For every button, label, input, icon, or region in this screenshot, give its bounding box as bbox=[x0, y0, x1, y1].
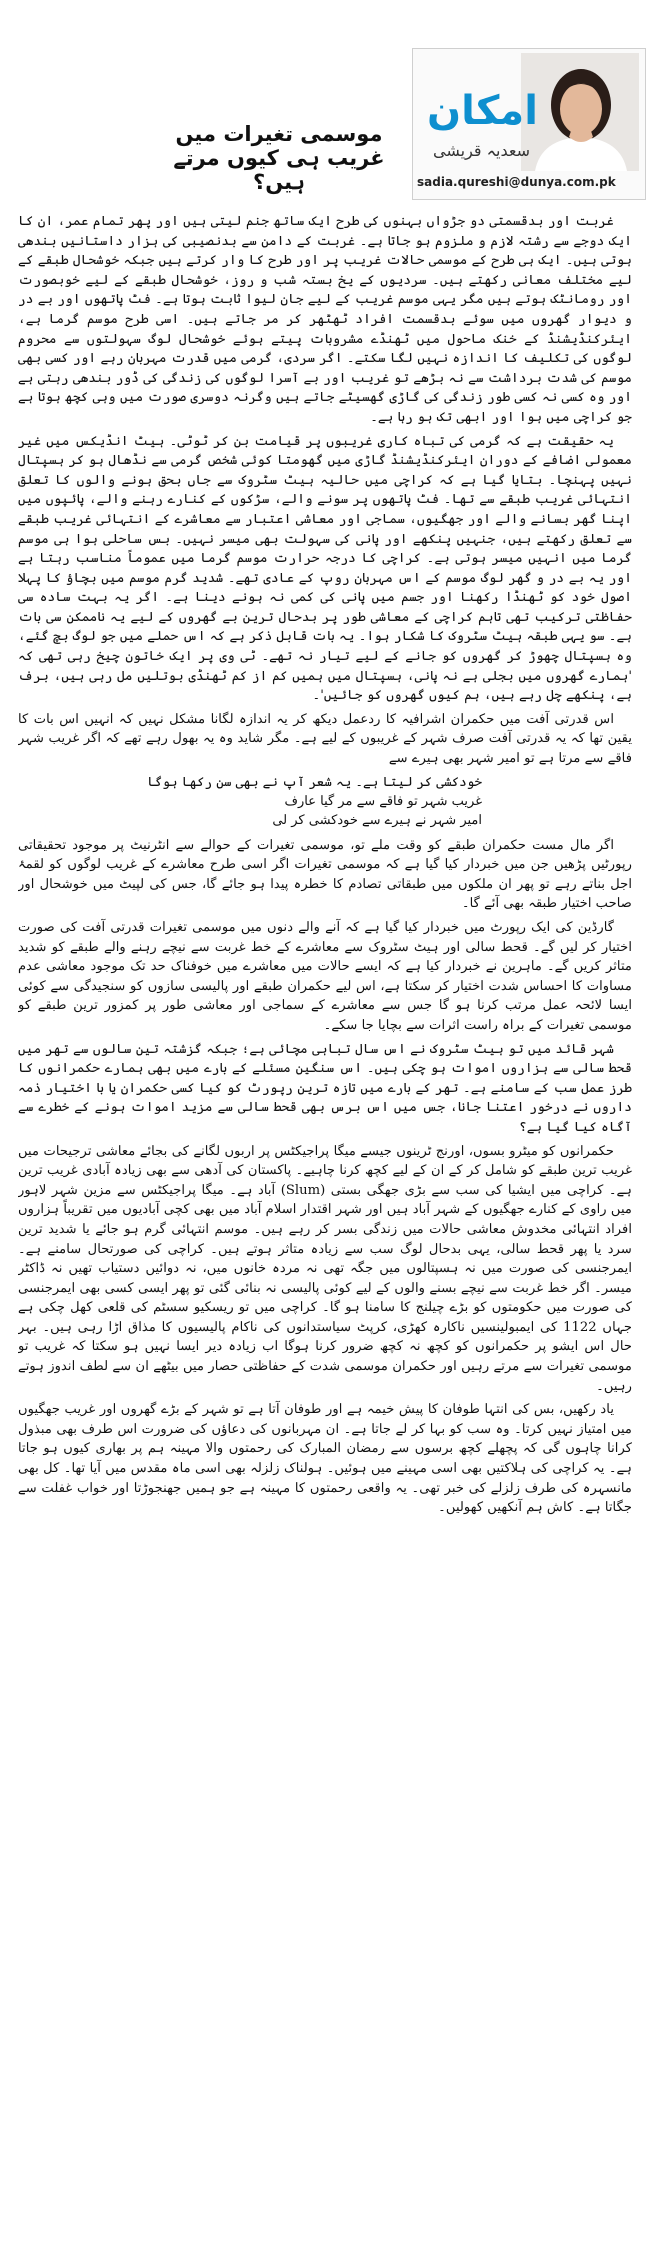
poem-line: امیر شہر نے ہیرے سے خودکشی کر لی bbox=[272, 812, 482, 828]
columnist-logo-block bbox=[412, 48, 646, 200]
author-email[interactable]: sadia.qureshi@dunya.com.pk bbox=[417, 175, 616, 189]
poem-line: غریب شہر تو فاقے سے مر گیا عارف bbox=[284, 793, 482, 809]
article-paragraph: شہر قائد میں تو ہیٹ سٹروک نے اس سال تباہی مچائی ہے؛ جبکہ گزشتہ تین سالوں سے تھر میں قحط سالی سے ہزاروں اموات ہو چکی ہیں۔ اس سنگین مسئلے کے بارے میں بھی ہمارے حکمرانوں کا طرز عمل سب کے سامنے ہے۔ تھر کے بارے میں تازہ ترین رپورٹ کو کیا کسی حکمران یا با اختیار ذمہ داروں نے درخور اعتنا جانا، جس میں اس برس بھی قحط سالی سے مزید اموات ہونے کے خطرے سے آگاہ کیا گیا ہے؟ bbox=[18, 1041, 632, 1135]
article-paragraph: گارڈین کی ایک رپورٹ میں خبردار کیا گیا ہے کہ آنے والے دنوں میں موسمی تغیرات قدرتی آفت کی صورت اختیار کر لیں گے۔ قحط سالی اور ہیٹ سٹروک سے معاشرے کے خط غربت سے نیچے رہنے والے طبقے کو شدید متاثر کریں گے۔ ماہرین نے خبردار کیا ہے کہ ایسے حالات میں معاشرے میں خوفناک حد تک موجود معاشی عدم مساوات کا احساس شدت اختیار کر سکتا ہے، اس لیے حکمران طبقے اور پالیسی سازوں کو سنجیدگی سے کوئی ایسا لائحہ عمل مرتب کرنا ہو گا جس سے معاشرے کے سماجی اور معاشی طور پر کمزور ترین طبقے کو موسمی تغیرات کے براہ راست اثرات سے بچایا جا سکے۔ bbox=[18, 920, 632, 1033]
article-paragraph: اس قدرتی آفت میں حکمران اشرافیہ کا ردعمل دیکھ کر یہ اندازہ لگانا مشکل نہیں کہ انہیں اس بات کا یقین تھا کہ یہ قدرتی آفت صرف شہر کے غریبوں کے لیے ہے۔ مگر شاید وہ یہ بھول رہے تھے کہ اگر غریب شہر فاقے سے مرتا ہے تو امیر شہر بھی ہیرے سے bbox=[18, 711, 632, 767]
poem-couplet bbox=[18, 773, 482, 830]
column-header bbox=[0, 0, 650, 200]
poem-line: خودکشی کر لیتا ہے۔ یہ شعر آپ نے بھی سن رکھا ہوگا bbox=[147, 774, 482, 790]
column-brand-logo: امکان bbox=[427, 88, 538, 134]
author-signature: سعدیہ قریشی bbox=[433, 141, 530, 160]
article-body bbox=[18, 212, 632, 2242]
article-paragraph: حکمرانوں کو میٹرو بسوں، اورنج ٹرینوں جیسے میگا پراجیکٹس پر اربوں لگانے کی بجائے معاشی ترجیحات میں غریب ترین طبقے کو شامل کر کے ان کے لیے کچھ کرنا چاہیے۔ پاکستان کی آدھی سے بھی زیادہ آبادی غریب ترین ہے۔ کراچی میں ایشیا کی سب سے بڑی جھگی بستی (Slum) آباد ہے۔ میگا پراجیکٹس سے مزین شہر لاہور میں راوی کے کنارے جھگیوں کے شہر آباد ہیں اور شہر اقتدار اسلام آباد میں بھی کچی آبادیوں میں تقریباً ہزاروں افراد انتہائی مخدوش معاشی حالات میں زندگی بسر کر رہے ہیں۔ موسم انتہائی گرم ہو جائے یا شدید ترین سرد یا پھر قحط سالی، یہی بدحال لوگ سب سے زیادہ متاثر ہوتے ہیں۔ کراچی کی صورتحال سامنے ہے۔ ایمرجنسی کی صورت میں نہ ہسپتالوں میں جگہ تھی نہ مردہ خانوں میں، نہ دوائیں دستیاب تھیں نہ ڈاکٹر میسر۔ اگر خط غربت سے نیچے بسنے والوں کے لیے کوئی پالیسی نہ بنائی گئی تو پھر ایسی کسی بھی ایمرجنسی کی صورت میں حکومتوں کو بڑے چیلنج کا سامنا ہو گا۔ کراچی میں تو ریسکیو سسٹم کی قلعی کھل چکی ہے جہاں 1122 کی ایمبولینسیں ناکارہ کھڑی، کرپٹ سیاستدانوں کی ناکام پالیسیوں کا مذاق اڑا رہی ہیں۔ بہر حال اس ایشو پر حکمرانوں کو کچھ نہ کچھ ضرور کرنا ہوگا اب زیادہ دیر ایسا نہیں ہو سکتا کہ غریب تو موسمی تغیرات سے مرتے رہیں اور حکمران موسمی شدت کے حفاظتی حصار میں بیٹھے ان سے لطف اندوز ہوتے رہیں۔ bbox=[18, 1143, 632, 1394]
column-title: موسمی تغیرات میں غریب ہی کیوں مرتے ہیں؟ bbox=[173, 122, 385, 194]
columnist-portrait bbox=[521, 53, 639, 171]
article-paragraph: یاد رکھیں، بس کی انتہا طوفان کا پیش خیمہ ہے اور طوفان آتا ہے تو شہر کے بڑے گھروں اور غریب جھگیوں میں امتیاز نہیں کرتا۔ وہ سب کو بہا کر لے جاتا ہے۔ ان مہربانوں کی دعاؤں کی ضرورت اس طرف بھی مبذول کرانا چاہوں گی کہ پچھلے کچھ برسوں سے رمضان المبارک کی رحمتوں والا مہینہ ہم پر بھاری کیوں ہو جاتا ہے۔ یہ کراچی کی ہلاکتیں بھی اسی مہینے میں ہوئیں۔ ہولناک زلزلہ بھی اسی ماہ مقدس میں آیا تھا۔ کل بھی مانسہرہ کی طرف زلزلے کی خبر تھی۔ یہ واقعی رحمتوں کا مہینہ ہے جو ہمیں جھنجوڑتا اور خواب غفلت سے جگاتا ہے۔ کاش ہم آنکھیں کھولیں۔ bbox=[18, 1402, 632, 1516]
article-paragraph: یہ حقیقت ہے کہ گرمی کی تباہ کاری غریبوں پر قیامت بن کر ٹوٹی۔ ہیٹ انڈیکس میں غیر معمولی اضافے کے دوران ایئرکنڈیشنڈ گاڑی میں گھومتا کوئی شخص گرمی سے نڈھال ہو کر ہسپتال نہیں پہنچا۔ بتایا گیا ہے کہ کراچی میں حالیہ ہیٹ سٹروک سے جاں بحق ہونے والوں کا تعلق انتہائی غریب طبقے سے تھا۔ فٹ پاتھوں پر سونے والے، سڑکوں کے کنارے رہنے والے، پائپوں میں اپنا گھر بسانے والے اور جھگیوں، سماجی اور معاشی اعتبار سے معاشرے کے انتہائی غریب طبقے سے تعلق رکھتے ہیں، جنہیں پنکھے اور پانی کی سہولت بھی میسر نہیں۔ بس ساحلی ہوا ہی موسم گرما میں انہیں میسر ہوتی ہے۔ کراچی کا درجہ حرارت موسم گرما میں عموماً مناسب رہتا ہے اور یہ بے در و گھر لوگ موسم کے اس مہربان روپ کے عادی تھے۔ شدید گرم موسم میں بچاؤ کا پہلا اصول خود کو ٹھنڈا رکھنا اور جسم میں پانی کی کمی نہ ہونے دینا ہے۔ اگر یہ بہت سادہ سی حفاظتی ترکیب تھی تاہم کراچی کے معاشی طور پر بدحال ترین بے گھروں کے لیے یہ ناممکن سی بات ہے۔ سو یہی طبقہ ہیٹ سٹروک کا شکار ہوا۔ یہ بات قابل ذکر ہے کہ اس حملے میں جو لوگ بچ گئے، وہ ہسپتال چھوڑ کر گھروں کو جانے کے لیے تیار نہ تھے۔ ٹی وی پر ایک خاتون چیخ رہی تھی کہ 'ہمارے گھروں میں بجلی ہے نہ پانی، ہسپتال میں ہمیں کم از کم ٹھنڈی بوتلیں مل رہی ہیں، برف ہے، پنکھے چل رہے ہیں، ہم کیوں گھروں کو جائیں'۔ bbox=[18, 433, 632, 704]
article-paragraph: غربت اور بدقسمتی دو جڑواں بہنوں کی طرح ایک ساتھ جنم لیتی ہیں اور پھر تمام عمر، ان کا ایک دوجے سے رشتہ لازم و ملزوم ہو جاتا ہے۔ غربت کے دامن سے بدنصیبی کی ہزار داستانیں بندھی ہوتی ہیں۔ ایک ہی طرح کے موسمی حالات غریب پر اور طرح کا وار کرتے ہیں جبکہ خوشحال طبقے کے لیے مختلف معانی رکھتے ہیں۔ سردیوں کے یخ بستہ شب و روز، خوشحال طبقے کے لیے خوبصورت اور رومانٹک ہوتے ہیں مگر یہی موسم غریب کے لیے جان لیوا ثابت ہوتا ہے۔ فٹ پاتھوں اور بے در و دیوار گھروں میں سوئے بدقسمت افراد ٹھٹھر کر مر جاتے ہیں۔ اسی طرح موسم گرما ہے، ایئرکنڈیشنڈ کے خنک ماحول میں ٹھنڈے مشروبات پیتے ہوئے خوشحال لوگ سہولتوں سے محروم لوگوں کی تکلیف کا اندازہ نہیں لگا سکتے۔ اگر سردی، گرمی میں قدرت مہربان رہے اور کسی بھی موسم کی شدت برداشت سے نہ بڑھے تو غریب اور بے آسرا لوگوں کی زندگی کی ڈور بندھی رہتی ہے اور وہ کسی نہ کسی طور زندگی کی گاڑی گھسیٹے جاتے ہیں وگرنہ دوسری صورت میں وہی کچھ ہوتا ہے جو کراچی میں ہوا اور ابھی تک ہو رہا ہے۔ bbox=[18, 214, 632, 425]
article-paragraph: اگر مال مست حکمران طبقے کو وقت ملے تو، موسمی تغیرات کے حوالے سے انٹرنیٹ پر موجود تحقیقاتی رپورٹیں پڑھیں جن میں خبردار کیا گیا ہے کہ موسمی تغیرات اگر اسی طرح معاشرے کے غریب لوگوں کو لقمۂ اجل بناتے رہے تو پھر ان ملکوں میں طبقاتی تصادم کا خطرہ پیدا ہو جائے گا، جس کی لپیٹ میں خوشحال اور صاحب اختیار طبقہ بھی آئے گا۔ bbox=[18, 837, 632, 912]
